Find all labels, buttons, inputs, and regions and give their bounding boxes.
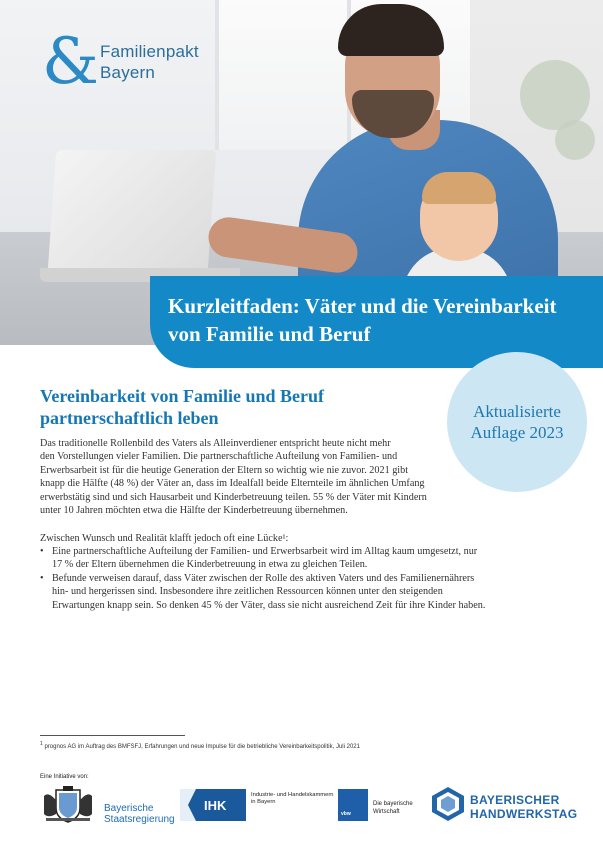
vbw-mark: vbw [341,811,351,817]
badge-line-1: Aktualisierte [473,402,561,421]
bullet-icon: • [40,572,44,584]
footnote [40,741,360,750]
staatsregierung-logo: Bayerische Staatsregierung [104,803,175,825]
familienpakt-logo [42,25,222,100]
bullet-icon: • [40,546,44,557]
footnote-marker: 1 [40,741,43,747]
list-item: • Befunde verweisen darauf, dass Väter zwischen der Rolle des aktiven Vaters und des Familienernährers hin- und hergerissen sind. Insbesondere ihre zeitlichen Ressourcen können unter den steigenden Erwartungen knapp sein. So denken 45 % der Väter, dass sie nicht ausreichend Zeit für ihre Kinder haben. [40,572,486,611]
section-heading-line-2: partnerschaftlich leben [40,408,219,428]
list-item: • Eine partnerschaftliche Aufteilung der Familien- und Erwerbsarbeit wird im Alltag kaum umgesetzt, nur 17 % der Eltern übernehmen die Kinderbetreuung in etwa zu gleichen Teilen. [40,546,478,571]
logo-text-line2: Bayern [100,63,156,82]
footnote-text: prognos AG im Auftrag des BMFSFJ, Erfahrungen und neue Impulse für die betriebliche Vereinbarkeitspolitik, Juli 2021 [44,744,360,750]
plant-decoration [555,120,595,160]
vbw-text: Die bayerische Wirtschaft [373,801,413,815]
gap-paragraph: Zwischen Wunsch und Realität klafft jedoch oft eine Lücke¹: [40,533,289,544]
initiative-label: Eine Initiative von: [40,774,89,780]
plant-decoration [520,60,590,130]
ampersand-logo-icon: & [42,25,99,99]
badge-line-2: Auflage 2023 [470,423,564,442]
logo-text-line1: Familienpakt [100,42,199,61]
handwerkstag-text: BAYERISCHER HANDWERKSTAG [470,793,578,821]
section-heading [40,385,440,429]
title-line-2: von Familie und Beruf [168,322,371,346]
ihk-logo-icon [180,789,246,821]
ihk-mark: IHK [204,798,227,813]
title-line-1: Kurzleitfaden: Väter und die Vereinbarkeit [168,294,557,318]
handwerkstag-logo-icon [432,787,464,821]
section-heading-line-1: Vereinbarkeit von Familie und Beruf [40,386,325,406]
laptop-illustration [48,150,216,270]
ihk-text: Industrie- und Handelskammern in Bayern [251,792,334,805]
bullet-list [40,545,560,612]
intro-paragraph: Das traditionelle Rollenbild des Vaters als Alleinverdiener entspricht heute nicht mehr den Vorstellungen vieler Familien. Die partnerschaftliche Aufteilung von Familien- und Erwerbsarbeit ist für die heutige Generation der Eltern so wichtig wie nie zuvor. 2021 gibt knapp die Hälfte (48 %) der Väter an, dass im Idealfall beide Elternteile im ähnlichen Umfang erwerbstätig sind und sich Hausarbeit und Kinderbetreuung teilen. 55 % der Väter mit Kindern unter 10 Jahren möchten etwa die Hälfte der Kinderbetreuung übernehmen. [40,438,427,517]
footnote-divider [40,735,185,736]
bavarian-crest-icon [42,786,94,824]
